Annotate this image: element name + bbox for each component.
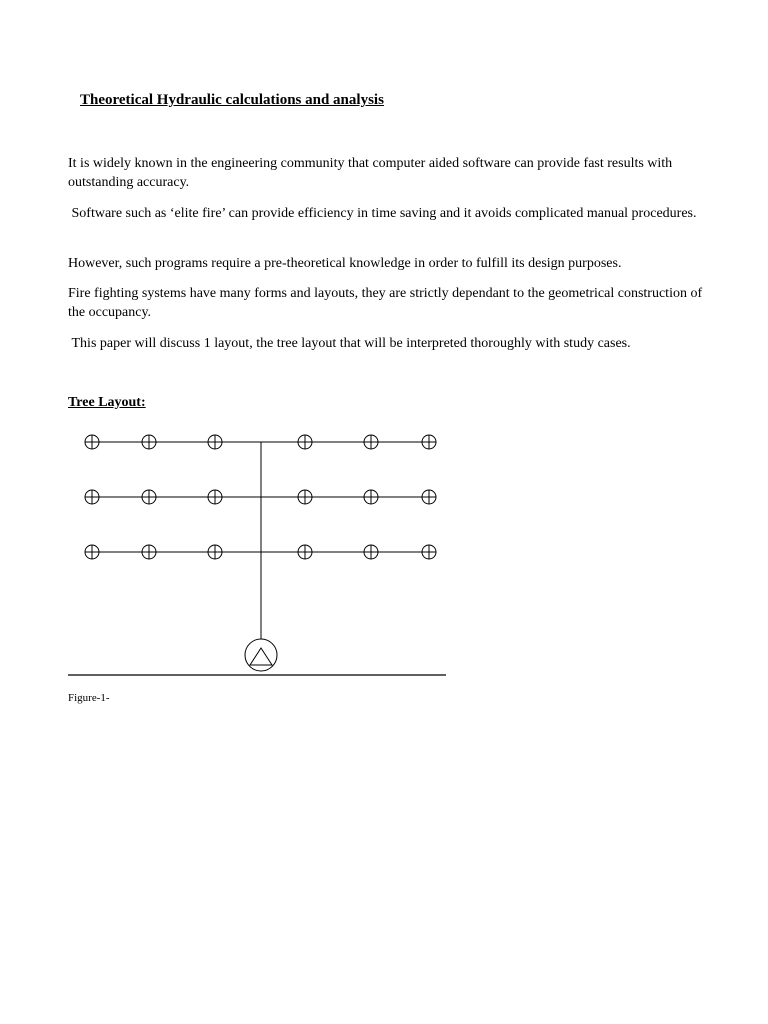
paragraph-1: It is widely known in the engineering community that computer aided software can provide fast results with outstanding accuracy. [68, 156, 673, 190]
figure-caption: Figure-1- [68, 692, 110, 704]
tree-layout-diagram [60, 420, 460, 690]
paragraph-3: However, such programs require a pre-theoretical knowledge in order to fulfill its design purposes. [68, 256, 622, 271]
page-title: Theoretical Hydraulic calculations and analysis [80, 92, 384, 108]
paragraph-2: Software such as ‘elite fire’ can provide efficiency in time saving and it avoids complicated manual procedures. [68, 206, 697, 221]
paragraph-4: Fire fighting systems have many forms and layouts, they are strictly dependant to the geometrical construction of the occupancy. [68, 286, 703, 320]
diagram-root [68, 435, 446, 675]
pump-icon [245, 639, 277, 671]
section-heading-tree-layout: Tree Layout: [68, 395, 146, 410]
paragraph-5: This paper will discuss 1 layout, the tree layout that will be interpreted thoroughly with study cases. [68, 336, 631, 351]
